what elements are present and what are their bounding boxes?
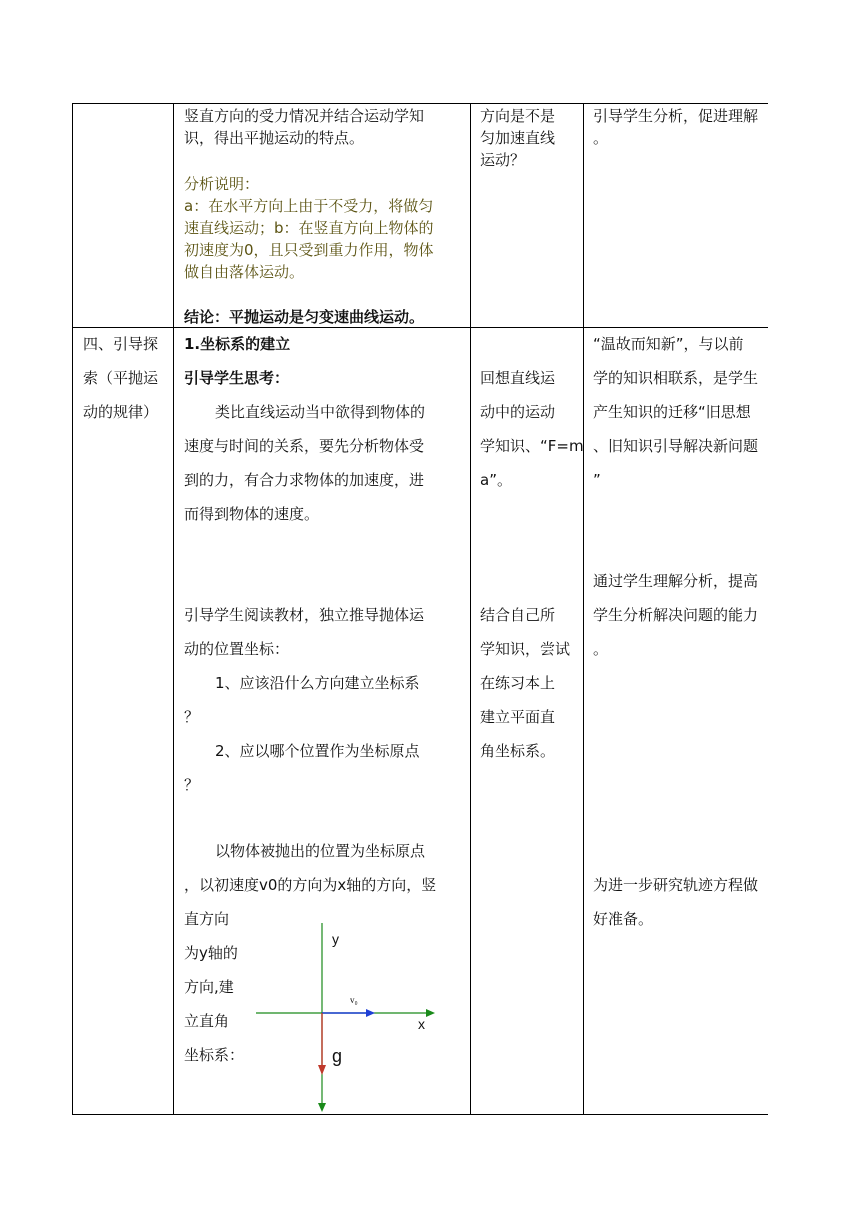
analysis-title: 分析说明：: [184, 175, 260, 193]
conclusion: 结论：平抛运动是匀变速曲线运动。: [184, 308, 425, 326]
col4-block1-line-4: 、旧知识引导解决新问题: [593, 437, 759, 455]
analysis-line-2: 速直线运动；b：在竖直方向上物体的: [184, 219, 434, 237]
y-axis-arrow: [318, 1103, 326, 1112]
col4-block1-line-2: 学的知识相联系，是学生: [593, 369, 759, 387]
section-subheading: 引导学生思考：: [184, 369, 290, 387]
col4-block1-line-1: “温故而知新”，与以前: [593, 335, 744, 353]
row1-col3-line-2: 匀加速直线: [480, 129, 556, 147]
para2-line-2: 动的位置坐标：: [184, 640, 290, 658]
velocity-vector-arrow: [366, 1009, 375, 1017]
question-1: 1、应该沿什么方向建立坐标系: [215, 674, 420, 692]
y-axis-label: y: [332, 931, 339, 947]
para3-line-2: ，以初速度v0的方向为x轴的方向，竖: [184, 876, 437, 894]
question-1-mark: ？: [184, 708, 200, 726]
col3-block1-line-4: a”。: [480, 471, 512, 489]
x-axis-arrow: [426, 1009, 435, 1017]
col3-block2-line-2: 学知识，尝试: [480, 640, 571, 658]
para1-line-1: 类比直线运动当中欲得到物体的: [215, 403, 426, 421]
section-label-line-1: 四、引导探: [83, 335, 159, 353]
para3-wrap-line-4: 坐标系：: [184, 1046, 245, 1064]
table-left-border: [72, 103, 73, 1115]
para3-line-1: 以物体被抛出的位置为坐标原点: [215, 842, 426, 860]
para1-line-3: 到的力，有合力求物体的加速度，进: [184, 471, 425, 489]
col4-block3-line-1: 为进一步研究轨迹方程做: [593, 876, 759, 894]
col3-block2-line-5: 角坐标系。: [480, 742, 556, 760]
row1-col3-line-3: 运动？: [480, 151, 526, 169]
section-label-line-2: 索（平抛运: [83, 369, 159, 387]
para3-wrap-line-2: 方向,建: [184, 978, 234, 996]
row1-intro-line-2: 识，得出平抛运动的特点。: [184, 129, 365, 147]
gravity-vector-arrow: [318, 1065, 326, 1075]
velocity-label: v₀: [350, 995, 358, 1005]
col3-block2-line-1: 结合自己所: [480, 606, 556, 624]
para1-line-4: 而得到物体的速度。: [184, 505, 320, 523]
col3-block2-line-4: 建立平面直: [480, 708, 556, 726]
col3-block1-line-2: 动中的运动: [480, 403, 556, 421]
analysis-line-4: 做自由落体运动。: [184, 263, 305, 281]
row1-col4-line-1: 引导学生分析，促进理解: [593, 107, 759, 125]
row1-col4-line-2: 。: [593, 129, 609, 147]
para3-line-3: 直方向: [184, 910, 230, 928]
row1-col3-line-1: 方向是不是: [480, 107, 556, 125]
col4-block2-line-1: 通过学生理解分析，提高: [593, 572, 759, 590]
para3-wrap-line-1: 为y轴的: [184, 944, 238, 962]
para3-wrap-line-3: 立直角: [184, 1012, 230, 1030]
col4-block1-line-3: 产生知识的迁移“旧思想: [593, 403, 751, 421]
section-label-line-3: 动的规律）: [83, 403, 159, 421]
section-heading: 1.坐标系的建立: [184, 335, 291, 353]
para2-line-1: 引导学生阅读教材，独立推导抛体运: [184, 606, 425, 624]
col3-block2-line-3: 在练习本上: [480, 674, 556, 692]
col3-block1-line-3: 学知识、“F=m: [480, 437, 584, 455]
question-2-mark: ？: [184, 776, 200, 794]
column-divider-1: [173, 103, 174, 1115]
column-divider-3: [583, 103, 584, 1115]
coordinate-diagram: [240, 915, 450, 1115]
col4-block2-line-2: 学生分析解决问题的能力: [593, 606, 759, 624]
col4-block1-line-5: ”: [593, 471, 601, 489]
col3-block1-line-1: 回想直线运: [480, 369, 556, 387]
column-divider-2: [470, 103, 471, 1115]
gravity-label: g: [332, 1046, 343, 1066]
table-top-border: [72, 103, 768, 104]
x-axis-label: x: [418, 1016, 425, 1032]
col4-block3-line-2: 好准备。: [593, 910, 654, 928]
col4-block2-line-3: 。: [593, 640, 609, 658]
para1-line-2: 速度与时间的关系，要先分析物体受: [184, 437, 425, 455]
row1-intro-line-1: 竖直方向的受力情况并结合运动学知: [184, 107, 425, 125]
analysis-line-1: a：在水平方向上由于不受力，将做匀: [184, 197, 434, 215]
analysis-line-3: 初速度为0，且只受到重力作用，物体: [184, 241, 434, 259]
question-2: 2、应以哪个位置作为坐标原点: [215, 742, 420, 760]
